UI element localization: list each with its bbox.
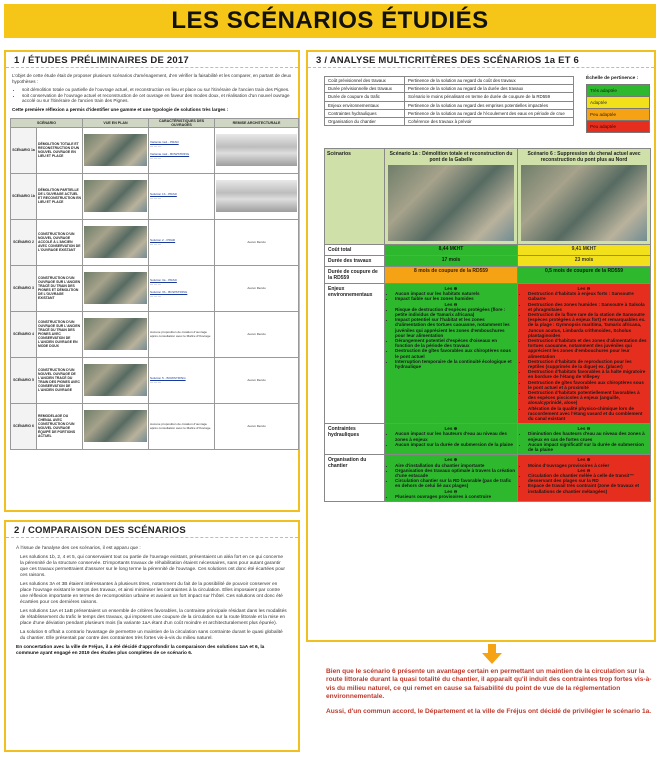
aerial-photo (84, 410, 147, 442)
legend-item: Peu adaptée (587, 109, 650, 121)
pertinence-legend (586, 76, 650, 133)
hydraulic-row (325, 424, 651, 455)
scenario-1a-photo (388, 165, 514, 241)
cons-list (520, 431, 648, 452)
environment-row (325, 284, 651, 424)
solution-label: Solution 5 - BOWSTRING (150, 376, 186, 381)
criteria-desc: Scénario le moins pénalisant en terme de durée de coupure de la RD559 (405, 93, 574, 101)
worksite-row (325, 455, 651, 502)
section-1-bullet: • soit conservation de l'ouvrage actuel et reconstruction de cet ouvrage en faveur des modes doux, et réalisation d'un nouvel ouvrage accolé ou sur l'itinéraire de l'ancien train des Pignes. (22, 93, 292, 104)
aerial-photo (84, 364, 147, 396)
scenario-table (10, 118, 299, 450)
architectural-render (216, 134, 297, 166)
list-item: • Risque de destruction d'espèces protégées (flore : petite individus de Tamarix africana) (395, 307, 515, 317)
cons-heading: Les ⊖ (444, 488, 458, 494)
criteria-row (325, 109, 574, 117)
scenario-desc: CONSTRUCTION D'UN NOUVEL OUVRAGE ACCOLÉ À L'ANCIEN AVEC CONSERVATION DE L'OUVRAGE EXISTANT (37, 219, 83, 265)
scenario-desc: CONSTRUCTION D'UN OUVRAGE SUR L'ANCIEN TRACÉ DU TRAIN DES PIGNES ET DÉMOLITION DE L'OUVRAGE EXISTANT (37, 265, 83, 311)
comparison-table (324, 148, 651, 502)
table-row (11, 311, 299, 357)
no-render-note: Aucun Rendu (215, 219, 299, 265)
section-1-bullet: • soit démolition totale ou partielle de l'ouvrage actuel, et reconstruction en lieu et place ou sur l'itinéraire de l'ancien train des Pignes. (22, 87, 292, 93)
list-item: • Destruction de gîtes favorables aux chiroptères sous le pont actuel et à proximité (528, 380, 648, 390)
cons-heading: Les ⊖ (577, 467, 591, 473)
scenario-desc: DÉMOLITION TOTALE ET RECONSTRUCTION D'UN NOUVEL OUVRAGE EN LIEU ET PLACE (37, 127, 83, 173)
duration-row (325, 256, 651, 267)
table-row (11, 403, 299, 449)
comparison-table-wrapper (324, 148, 650, 502)
list-item: • Espace de travail très contraint (zone de travaux et installations de chantier mélangées) (528, 483, 648, 493)
section-3-heading: 3 / ANALYSE MULTICRITÈRES DES SCÉNARIOS 1a ET 6 (308, 52, 654, 68)
cost-6: 9,41 M€HT (518, 245, 651, 256)
criteria-desc: Cohérence des travaux à prévoir (405, 117, 574, 125)
pros-list (387, 291, 515, 301)
criteria-name: Durée de coupure du trafic (325, 93, 405, 101)
row-label: Organisation du chantier (325, 455, 385, 502)
section-2-paragraph: Les solutions 1aA et 1aB présentaient un ensemble de critères favorables, la contrainte principale résidant dans les modalités de rétablissement du trafic le temps des travaux, qui imposent une coupure de la circulation sur la route littorale et la mise en place d'une déviation pendant plusieurs mois (la variante 1aA étant d'un coût moindre et architecturalement plus épurée). (20, 609, 287, 626)
list-item: • Altération de la qualité physico-chimique lors de raccordement avec l'étang vasard et du comblement du canal existant (528, 406, 648, 422)
list-item: • Destruction d'habitats de reproduction pour les reptiles (supprimés de la digue) ex. (placer) (528, 359, 648, 369)
aerial-photo (84, 134, 147, 166)
solution-label: Aucune proposition de création d'ouvrage après consultation avec le Maître d'Ouvrage (149, 311, 215, 357)
solution-label: Variante 1a1 - PRAD (150, 140, 179, 145)
list-item: • Destruction d'habitats à enjeux forts : Sansouïre Gabarre (528, 291, 648, 301)
scenario-6-title: Scénario 6 : Suppression du chenal actuel avec reconstruction du pont plus au Nord (527, 151, 641, 163)
table-row: SCÉNARIO 2 CONSTRUCTION D'UN NOUVEL OUVRAGE ACCOLÉ À L'ANCIEN AVEC CONSERVATION DE L'OUVRAGE EXISTANT Solution 2 - PRAD — — — Aucun Rendu (11, 219, 299, 265)
list-item: • Plusieurs ouvrages provisoires à construire (395, 494, 515, 499)
list-item: • Aire d'installation du chantier importante (395, 463, 515, 468)
solution-label: Solution 3a - PRAD (150, 278, 177, 283)
row-label: Durée des travaux (325, 256, 385, 267)
section-1-lead: Cette première réflexion a permis d'identifier une gamme et une typologie de solutions très larges : (12, 106, 229, 112)
duration-6: 23 mois (518, 256, 651, 267)
list-item: • Impact faible sur les zones humides (395, 296, 515, 301)
list-item: • Dérangement potentiel d'espèces d'oiseaux en fonction de la période des travaux (395, 338, 515, 348)
row-label: Coût total (325, 245, 385, 256)
criteria-row (325, 85, 574, 93)
list-item: • Destruction des zones humides : Sansouïre à Salsola et phragmitaies (528, 302, 648, 312)
pros-heading: Les ⊕ (444, 426, 458, 432)
list-item: • Circulation chantier sur la RD favorable (pas de trafic en dehors de celui lié aux plages) (395, 478, 515, 488)
criteria-name: Durée prévisionnelle des travaux (325, 85, 405, 93)
cost-1a: 8,44 M€HT (385, 245, 518, 256)
scenario-name: SCÉNARIO 6 (11, 403, 37, 449)
criteria-table (324, 76, 574, 126)
no-render-note: Aucun Rendu (215, 265, 299, 311)
criteria-row (325, 117, 574, 125)
pros-list (387, 431, 515, 447)
section-2-heading: 2 / COMPARAISON DES SCÉNARIOS (6, 522, 298, 538)
solution-label: Solution 1b - PRAD (150, 192, 177, 197)
down-arrow-icon (482, 644, 502, 664)
list-item: • Impact potentiel sur l'habitat et les zones d'alimentation des tortues caouanne, notamment les juvéniles qui apprécient les zones d'embouchures pour leur alimentation (395, 317, 515, 338)
scenario-1a-title: Scénario 1a : Démolition totale et reconstruction du pont de la Gabelle (389, 151, 513, 163)
section-1-intro: L'objet de cette étude était de proposer plusieurs scénarios d'aménagement, d'en vérifier la faisabilité et les comparer, en partant de deux hypothèses : (12, 73, 292, 84)
section-preliminary-studies (4, 50, 300, 512)
pros-heading: Les ⊕ (444, 457, 458, 463)
cons-heading: Les ⊖ (577, 426, 591, 432)
scenario-name: SCÉNARIO 3 (11, 265, 37, 311)
aerial-photo (84, 318, 147, 350)
list-item: • Diminution des hauteurs d'eau au niveau des zones à enjeux en cas de fortes crues (528, 431, 648, 441)
criteria-row (325, 77, 574, 85)
list-item: • Circulation de chantier mêlée à celle de transit™ desservant des plages sur la RD (528, 473, 648, 483)
list-item: • Moins d'ouvrages provisoires à créer (528, 463, 648, 468)
scenario-desc: DÉMOLITION PARTIELLE DE L'OUVRAGE ACTUEL ET RECONSTRUCTION EN LIEU ET PLACE (37, 173, 83, 219)
criteria-name: Contraintes hydrauliques (325, 109, 405, 117)
no-render-note: Aucun Rendu (215, 311, 299, 357)
solution-label: Solution 2 - PRAD (150, 238, 176, 243)
duration-1a: 17 mois (385, 256, 518, 267)
list-item: • Aucun impact significatif sur la durée de submersion de la plaine (528, 442, 648, 452)
pros-heading: Les ⊕ (444, 286, 458, 291)
closure-row (325, 267, 651, 284)
no-render-note: Aucun Rendu (215, 357, 299, 403)
section-2-paragraph: La solution 6 offrait a contrario l'avantage de permettre un maintien de la circulation sans contrainte durant le quasi globalité du chantier. Elle présentait par contre des contraintes très fortes vis-à-vis du milieu naturel. (20, 630, 283, 641)
section-2-paragraph: Les solutions 1b, 2, 4 et 5, qui conservaient tout ou partie de l'ouvrage existant, présentaient un aléa fort en ce qui concerne la pérennité de la structure conservée. D'importants travaux de réhabilitation étaient nécessaires, sans pour autant garantir que ces travaux permettraient d'assurer sur le long terme la pérennité de l'ouvrage. Ces solutions ont donc été écartées pour ces raisons. (20, 555, 286, 578)
table-row: SCÉNARIO 3 CONSTRUCTION D'UN OUVRAGE SUR L'ANCIEN TRACÉ DU TRAIN DES PIGNES ET DÉMOLITION DE L'OUVRAGE EXISTANT Solution 3a - PRAD — — — Solution 3b - BOWSTRING — — — Aucun Rendu (11, 265, 299, 311)
row-label: Durée de coupure de la RD559 (325, 267, 385, 284)
closure-1a: 8 mois de coupure de la RD559 (385, 267, 518, 284)
list-item: • Aucun impact sur les habitats naturels (395, 291, 515, 296)
criteria-table-wrapper (324, 76, 574, 126)
scenario-name: SCÉNARIO 4 (11, 311, 37, 357)
pros-heading: Les ⊕ (577, 457, 591, 463)
criteria-desc: Pertinence de la solution au regard du coût des travaux (405, 77, 574, 85)
scenario-desc: CONSTRUCTION D'UN NOUVEL OUVRAGE DE L'ANCIEN TRACÉ DU TRAIN DES PIGNES AVEC CONSERVATION DE L'ANCIEN OUVRAGE (37, 357, 83, 403)
list-item: • Destruction d'habitats favorables à la halte migratoire en bordure de l'étang de Villepey (528, 369, 648, 379)
legend-title: Échelle de pertinence : (586, 76, 639, 81)
scenario-name: SCÉNARIO 5 (11, 357, 37, 403)
cons-list (520, 473, 648, 494)
scenario-table-header (11, 118, 299, 127)
pros-list (387, 463, 515, 489)
col-header: VUE EN PLAN (83, 118, 149, 127)
conclusion (326, 668, 652, 716)
table-row: SCÉNARIO 1a DÉMOLITION TOTALE ET RECONSTRUCTION D'UN NOUVEL OUVRAGE EN LIEU ET PLACE Variante 1a1 - PRAD — — — Variante 1a2 - BOWSTRING — — — (11, 127, 299, 173)
scenario-6-photo (521, 165, 647, 241)
col-header: SCÉNARIO (11, 118, 83, 127)
criteria-desc: Pertinence de la solution au regard de l'écoulement des eaux en période de crue (405, 109, 574, 117)
list-item: • Aucun impact sur la durée de submersion de la plaine (395, 442, 515, 447)
list-item: • Destruction d'habitats potentiellement favorables à des espèces piscicoles à enjeux (anguille, alosa/cyprinidé, alose) (528, 390, 648, 406)
criteria-name: Organisation du chantier (325, 117, 405, 125)
no-render-note: Aucun Rendu (215, 403, 299, 449)
col-header: CARACTÉRISTIQUES DES OUVRAGES (149, 118, 215, 127)
cost-row (325, 245, 651, 256)
list-item: • Interruption temporaire de la continuité écologique et hydraulique (395, 359, 515, 369)
conclusion-paragraph: Bien que le scénario 6 présente un avantage certain en permettant un maintien de la circulation sur la route littorale durant la quasi totalité du chantier, il apparaît qu'il induit des contraintes trop fortes vis-à-vis du milieu naturel, ce qui remet en cause sa faisabilité du point de vue de la réglementation environnementale. (326, 668, 652, 701)
list-item: • Destruction de la flore rare de la station de Sansouïre (espèces protégées à enjeux fort) et remarquables ex. de la plage : Gymnopsis maritima, Tamarix africana, Juncus acutus, Limbarda crithmoides, Scholus plantaginoides (528, 312, 648, 338)
table-row: SCÉNARIO 5 CONSTRUCTION D'UN NOUVEL OUVRAGE DE L'ANCIEN TRACÉ DU TRAIN DES PIGNES AVEC CONSERVATION DE L'ANCIEN OUVRAGE Solution 5 - BOWSTRING — — — Aucun Rendu (11, 357, 299, 403)
cons-list (520, 291, 648, 421)
list-item: • Destruction d'habitats et des zones d'alimentation des tortues caouanne, notamment des juvéniles qui apprécient les zones d'embouchures pour leur alimentation (528, 338, 648, 359)
scenario-table-wrapper (6, 118, 298, 450)
criteria-row (325, 93, 574, 101)
criteria-desc: Pertinence de la solution au regard des emprises potentielles impactées (405, 101, 574, 109)
cons-heading: Les ⊖ (444, 301, 458, 307)
criteria-desc: Pertinence de la solution au regard de la durée des travaux (405, 85, 574, 93)
scenario-desc: REMODELAGE DU CHENAL AVEC CONSTRUCTION D'UN NOUVEL OUVRAGE ÉQUIPÉ DE PORTIONS ACTUEL (37, 403, 83, 449)
aerial-photo (84, 180, 147, 212)
list-item: • Organisation des travaux optimale à travers la création d'une estacade (395, 468, 515, 478)
cons-list (387, 494, 515, 499)
title-banner (4, 4, 656, 38)
section-1-heading: 1 / ÉTUDES PRÉLIMINAIRES DE 2017 (6, 52, 298, 68)
closure-6: 0,5 mois de coupure de la RD559 (518, 267, 651, 284)
conclusion-paragraph: Aussi, d'un commun accord, le Département et la ville de Fréjus ont décidé de privilégier le scénario 1a. (326, 707, 652, 715)
table-row: SCÉNARIO 1b DÉMOLITION PARTIELLE DE L'OUVRAGE ACTUEL ET RECONSTRUCTION EN LIEU ET PLACE Solution 1b - PRAD — — — (11, 173, 299, 219)
aerial-photo (84, 272, 147, 304)
scenario-name: SCÉNARIO 2 (11, 219, 37, 265)
scenario-header-row (325, 149, 651, 245)
row-label: Contraintes hydrauliques (325, 424, 385, 455)
list-item: • Destruction de gîtes favorables aux chiroptères sous le pont actuel (395, 348, 515, 358)
cons-heading: Les ⊖ (577, 286, 591, 291)
legend-item: Adaptée (587, 97, 650, 109)
col-header: REMISE ARCHITECTURALE (215, 118, 299, 127)
aerial-photo (84, 226, 147, 258)
criteria-name: Coût prévisionnel des travaux (325, 77, 405, 85)
section-comparison (4, 520, 300, 752)
solution-label: Variante 1a2 - BOWSTRING (150, 152, 190, 157)
list-item: • Aucun impact sur les hauteurs d'eau au niveau des zones à enjeux (395, 431, 515, 441)
cons-list (387, 307, 515, 369)
legend-item: Peu adaptée (587, 121, 650, 133)
criteria-row (325, 101, 574, 109)
scenario-name: SCÉNARIO 1a (11, 127, 37, 173)
legend-item: Très adaptée (587, 85, 650, 97)
scenario-name: SCÉNARIO 1b (11, 173, 37, 219)
section-multicriteria (306, 50, 656, 642)
scenario-desc: CONSTRUCTION D'UN OUVRAGE SUR L'ANCIEN TRACÉ DU TRAIN DES PIGNES AVEC CONSERVATION DE L'ANCIEN OUVRAGE EN MODE DOUX (37, 311, 83, 357)
section-2-intro: À l'issue de l'analyse des ces scénarios, il est apparu que : (16, 546, 141, 551)
solution-label: Solution 3b - BOWSTRING (150, 290, 188, 295)
architectural-render (216, 180, 297, 212)
section-2-paragraph: Les solutions 3A et 3B étaient intéressantes à plusieurs titres, notamment du fait de la possibilité de pouvoir conserver en place l'ouvrage existant le temps des travaux, et ainsi minimiser les contraintes à la circulation. Elles imposaient par contre une réflexion importante en termes de recomposition urbaine et avaient un fort impact sur l'hôtel. Ces solutions ont donc été écartées pour ces dernières raisons. (20, 582, 283, 605)
row-label: Enjeux environnementaux (325, 284, 385, 424)
page-title: LES SCÉNARIOS ÉTUDIÉS (171, 7, 489, 34)
scenarios-label: Scénarios (325, 149, 385, 245)
section-2-final: En concertation avec la ville de Fréjus, il a été décidé d'approfondir la comparaison des solutions 1aA et 6, la commune ayant engagé en 2019 des études plus complètes de ce scénario 6. (16, 645, 265, 656)
criteria-name: Enjeux environnementaux (325, 101, 405, 109)
solution-label: Aucune proposition de création d'ouvrage après consultation avec le Maître d'Ouvrage (149, 403, 215, 449)
